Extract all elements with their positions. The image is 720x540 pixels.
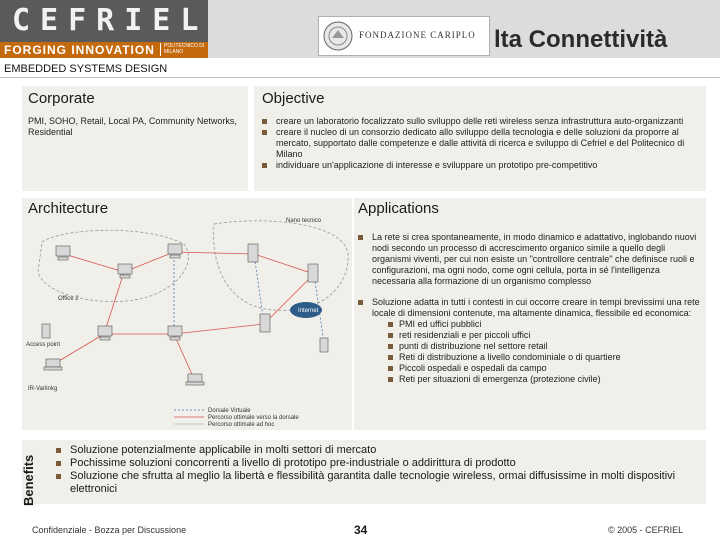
benefits-label: Benefits [21,454,36,506]
objective-item: creare il nucleo di un consorzio dedicato allo sviluppo della tecnologia e delle soluzioni da proporre al mercato, supportato dalle competenze e dalle attività di ricerca e sviluppo di Cefriel e del Politecnico di Milano [262,127,702,160]
objective-item: individuare un'applicazione di interesse e sviluppare un prototipo pre-competitivo [262,160,702,171]
copyright: © 2005 - CEFRIEL [608,525,684,535]
applications-subitem: reti residenziali e per piccoli uffici [388,330,702,341]
node-computer-icon [168,326,182,340]
applications-subitem: Reti di distribuzione a livello condominiale o di quartiere [388,352,702,363]
cariplo-seal-icon [322,20,354,52]
objective-item: creare un laboratorio focalizzato sullo sviluppo delle reti wireless senza infrastruttura auto-organizzanti [262,116,702,127]
architecture-diagram [24,214,352,430]
applications-item: La rete si crea spontaneamente, in modo dinamico e adattativo, inglobando nuovi nodi secondo un processo di accrescimento organico simile a quello degli organismi viventi, per cui non esiste un "controllore centrale" che definisce ruoli e configurazioni, ma ogni nodo, come ogni cellula, porta in sé l'intelligenza necessaria alla formazione di un organismo complesso [358,232,702,287]
objective-heading: Objective [262,90,325,107]
corporate-heading: Corporate [28,90,95,107]
tecnico-label: Nano tecnico [286,218,322,224]
applications-heading: Applications [358,200,439,217]
benefits-item: Soluzione potenzialmente applicabile in molti settori di mercato [56,444,706,457]
page-number: 34 [354,523,368,537]
applications-sublist [372,319,702,385]
tecnico-region [214,221,349,311]
node-computer-icon [98,326,112,340]
slide-subtitle: EMBEDDED SYSTEMS DESIGN [4,63,168,75]
tagline-bar [0,42,208,58]
applications-list [358,232,702,385]
internet-label: Internet [298,308,319,314]
node-pda-icon [42,324,50,338]
node-pda-icon [320,338,328,352]
cariplo-text: FONDAZIONE CARIPLO [359,30,476,40]
access-label: Access point [26,342,61,348]
legend-backbone: Dorsale Virtuale [208,408,251,414]
corporate-text: PMI, SOHO, Retail, Local PA, Community Networks, Residential [28,116,237,137]
cefriel-logo [0,0,208,42]
slide-title: lta Connettività [494,26,668,53]
node-computer-icon [118,264,132,278]
ir-label: IR-Varlinkg [28,386,58,392]
diagram-legend [174,408,299,428]
node-laptop-icon [186,374,204,385]
objective-list [262,116,702,171]
legend-adhoc-path: Percorso ottimale ad hoc [208,422,275,428]
legend-optimal-path: Percorso ottimale verso la dorsale [208,415,299,421]
polimi-logo-text: POLITECNICO DI MILANO [164,43,205,55]
cariplo-logo [318,16,490,56]
applications-subitem: PMI ed uffici pubblici [388,319,702,330]
footer-confidential: Confidenziale - Bozza per Discussione [32,525,187,535]
benefits-item: Soluzione che sfrutta al meglio la libertà e flessibilità garantita dalle tecnologie wireless, ormai diffusissime in molti dispositivi elettronici [56,470,706,496]
node-server-icon [248,244,258,262]
node-computer-icon [56,246,70,260]
tagline-text: FORGING INNOVATION [4,43,155,57]
node-computer-icon [168,244,182,258]
applications-item [358,297,702,385]
office2-label: Office 2 [58,296,79,302]
benefits-item: Pochissime soluzioni concorrenti a livello di prototipo pre-industriale o addirittura di prodotto [56,457,706,470]
node-server-icon [308,264,318,282]
logo-text: CEFRIEL [12,3,209,38]
architecture-heading: Architecture [28,200,109,217]
node-server-icon [260,314,270,332]
applications-item-text: Soluzione adatta in tutti i contesti in cui occorre creare in tempi brevissimi una rete locale di dimensioni contenute, ma altamente dinamica, flessibile ed economica: [372,297,700,318]
backbone-links [174,252,324,344]
benefits-list [56,444,706,496]
benefits-label-container [22,430,52,506]
applications-subitem: Reti per situazioni di emergenza (protezione civile) [388,374,702,385]
office2-region [38,230,188,301]
polimi-logo [160,43,205,56]
applications-subitem: punti di distribuzione nel settore retail [388,341,702,352]
wireless-links [54,252,314,379]
node-laptop-icon [44,359,62,370]
applications-subitem: Piccoli ospedali e ospedali da campo [388,363,702,374]
divider [0,77,720,78]
